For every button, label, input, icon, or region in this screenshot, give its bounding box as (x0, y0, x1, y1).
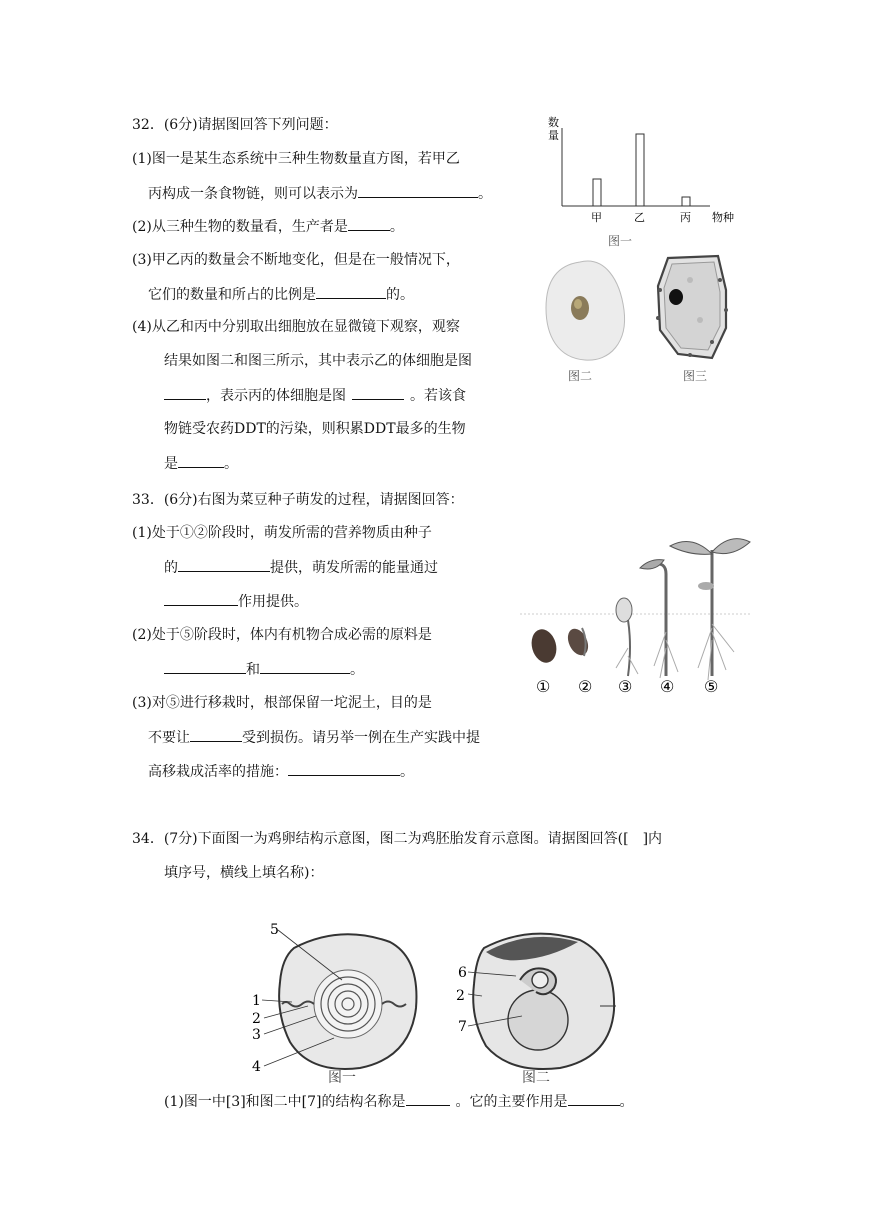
period: 。 (400, 764, 414, 780)
q33-p2-line (164, 660, 364, 679)
q32-p4b: 结果如图二和图三所示，其中表示乙的体细胞是图 (164, 353, 472, 369)
q33-p3c: 受到损伤。请另举一例在生产实践中提 (242, 730, 480, 746)
q33-p1a: (1)处于①②阶段时，萌发所需的营养物质由种子 (132, 525, 432, 541)
answer-blank-cell-yi[interactable] (164, 386, 206, 400)
chick-embryo-figure-2 (468, 934, 616, 1069)
stage-1-seed (528, 626, 560, 665)
tick-label-乙: 乙 (634, 211, 645, 224)
chart-ylabel-2: 量 (548, 129, 559, 142)
q32-p4c-line (164, 386, 466, 405)
answer-blank-food-chain[interactable] (358, 184, 478, 198)
bar-丙 (682, 197, 690, 206)
q33-p3b: 不要让 (148, 730, 190, 746)
stage-label-5: ⑤ (704, 677, 719, 696)
egg2-label-6: 6 (458, 965, 467, 981)
q32-p1b-line (148, 184, 492, 203)
cell-figures (540, 250, 745, 390)
q33-p1-line (164, 558, 438, 577)
q32-p4e: 物链受农药DDT的污染，则积累DDT最多的生物 (164, 421, 466, 437)
answer-blank-ddt[interactable] (178, 454, 224, 468)
q32-p3a: (3)甲乙丙的数量会不断地变化，但是在一般情况下， (132, 252, 460, 268)
animal-cell-figure-2 (546, 261, 625, 360)
egg1-label-1: 1 (252, 993, 261, 1009)
q32-p3c: 的。 (386, 287, 414, 303)
q33-p3a: (3)对⑤进行移栽时，根部保留一坨泥土，目的是 (132, 695, 432, 711)
period: 。 (478, 186, 492, 202)
egg2-label-7: 7 (458, 1019, 467, 1035)
egg-svg (250, 918, 640, 1090)
q33-title: 33．(6分)右图为菜豆种子萌发的过程，请据图回答： (132, 492, 464, 508)
egg1-label-5: 5 (270, 922, 279, 938)
q33-p2b: 和 (246, 662, 260, 678)
period: 。 (619, 1094, 634, 1110)
period: 。 (224, 456, 238, 472)
egg1-label-2: 2 (252, 1011, 261, 1027)
egg-figures (250, 918, 640, 1090)
tick-label-甲: 甲 (591, 211, 602, 224)
q34-p1b: 。它的主要作用是 (455, 1094, 568, 1110)
bar-chart-caption: 图一 (608, 234, 633, 248)
q33-p2a: (2)处于⑤阶段时，体内有机物合成必需的原料是 (132, 627, 432, 643)
q32-p4c: ，表示丙的体细胞是图 (206, 388, 346, 404)
answer-blank-yolk-function[interactable] (568, 1092, 620, 1106)
cell-nucleus-dark (669, 289, 683, 305)
q33-p1d-line (164, 592, 308, 611)
q34-p1-line (164, 1092, 634, 1111)
period: 。 (350, 662, 364, 678)
answer-blank-cell-bing[interactable] (352, 386, 404, 400)
answer-blank-root-part[interactable] (190, 728, 242, 742)
stage-label-3: ③ (618, 677, 633, 696)
egg-caption-2: 图二 (522, 1070, 550, 1086)
q32-p4f-line (164, 454, 238, 473)
q32-p4a: (4)从乙和丙中分别取出细胞放在显微镜下观察，观察 (132, 319, 460, 335)
q32-p1b: 丙构成一条食物链，则可以表示为 (148, 186, 358, 202)
q32-p3-line (148, 285, 414, 304)
q33-p3d: 高移栽成活率的措施： (148, 764, 288, 780)
q34-p1a: (1)图一中[3]和图二中[7]的结构名称是 (164, 1094, 406, 1110)
caption-figure-3: 图三 (683, 369, 708, 383)
q32-p2-line (132, 217, 404, 236)
stage-label-4: ④ (660, 677, 675, 696)
q34-title2: 填序号，横线上填名称)： (164, 865, 324, 881)
q32-title: 32．(6分)请据图回答下列问题： (132, 117, 338, 133)
egg-caption-1: 图一 (328, 1070, 356, 1086)
q33-p3d-line (148, 762, 414, 781)
egg1-label-3: 3 (252, 1027, 261, 1043)
seed-germination-figure (520, 528, 752, 700)
stage-3-seedling (616, 598, 638, 676)
germination-svg (520, 528, 752, 700)
cells-svg (540, 250, 745, 390)
egg2-label-2: 2 (456, 988, 465, 1004)
q32-p4f: 是 (164, 456, 178, 472)
plant-cell-figure-3 (656, 256, 728, 358)
bar-chart-figure (540, 108, 745, 253)
egg-structure-figure-1 (262, 930, 416, 1069)
stage-label-1: ① (536, 677, 551, 696)
egg1-label-4: 4 (252, 1059, 261, 1075)
q34-title: 34．(7分)下面图一为鸡卵结构示意图，图二为鸡胚胎发育示意图。请据图回答([ ]内 (132, 831, 663, 847)
answer-blank-transplant-measure[interactable] (288, 762, 400, 776)
q33-p1d: 作用提供。 (238, 594, 308, 610)
chart-ylabel-1: 数 (548, 116, 559, 129)
tick-label-丙: 丙 (680, 211, 691, 224)
bar-乙 (636, 134, 644, 206)
q33-p1b: 的 (164, 560, 178, 576)
bar-chart (540, 108, 745, 253)
period: 。 (389, 219, 404, 235)
answer-blank-respiration[interactable] (164, 592, 238, 606)
q33-p3-line (148, 728, 480, 747)
q32-p1a: (1)图一是某生态系统中三种生物数量直方图，若甲乙 (132, 151, 460, 167)
answer-blank-nutrient-source[interactable] (178, 558, 270, 572)
q32-p3b: 它们的数量和所占的比例是 (148, 287, 316, 303)
x-axis-label: 物种 (712, 211, 734, 224)
q32-p4d: 。若该食 (410, 388, 466, 404)
answer-blank-ratio[interactable] (316, 285, 386, 299)
stage-4-seedling (640, 560, 678, 678)
stage-2-seed (564, 626, 592, 659)
bar-甲 (593, 179, 601, 206)
answer-blank-yolk-name[interactable] (406, 1092, 450, 1106)
q32-p2a: (2)从三种生物的数量看，生产者是 (132, 219, 348, 235)
stage-label-2: ② (578, 677, 593, 696)
stage-5-seedling (670, 539, 750, 680)
answer-blank-material-1[interactable] (164, 660, 246, 674)
q33-p1c: 提供，萌发所需的能量通过 (270, 560, 438, 576)
answer-blank-producer[interactable] (348, 217, 390, 231)
caption-figure-2: 图二 (568, 369, 593, 383)
answer-blank-material-2[interactable] (260, 660, 350, 674)
